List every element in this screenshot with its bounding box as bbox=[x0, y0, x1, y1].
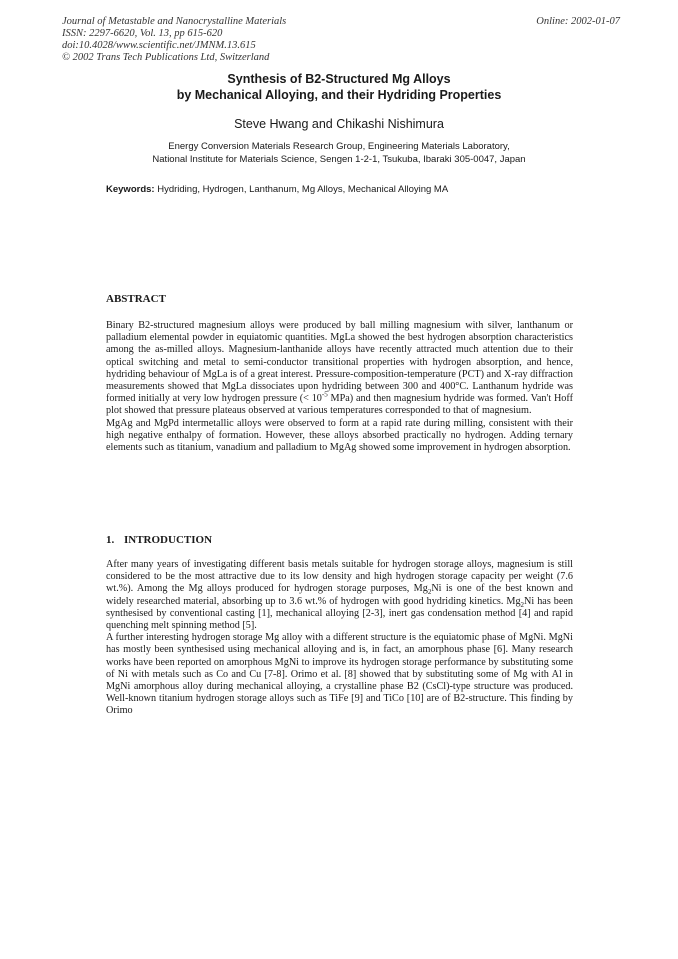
journal-copyright: © 2002 Trans Tech Publications Ltd, Switzerland bbox=[62, 52, 270, 63]
introduction-paragraph-2: A further interesting hydrogen storage Mg alloy with a different structure is the equiatomic phase of MgNi. MgNi has mostly been synthesised using mechanical alloying and is, in fact, an amorphous phase [6]. Many research works have been reported on amorphous MgNi to improve its hydrogen storage performance by substituting some of Ni with metals such as Co and Cu [7-8]. Orimo et al. [8] showed that by substituting some of Mg with Al in MgNi amorphous alloy during mechanical alloying, a crystalline phase B2 (CsCl)-type structure was produced. Well-known titanium hydrogen storage alloys such as TiFe [9] and TiCo [10] are of B2-structure. This finding by Orimo bbox=[106, 632, 573, 717]
keywords-label: Keywords: bbox=[106, 184, 155, 195]
paper-title bbox=[40, 71, 638, 103]
section-title: INTRODUCTION bbox=[124, 534, 213, 546]
abstract-paragraph-2: MgAg and MgPd intermetallic alloys were observed to form at a rapid rate during milling, consistent with their high negative enthalpy of formation. However, these alloys absorbed practically no hydrogen. Adding ternary elements such as titanium, vanadium and palladium to MgAg showed some improvement in hydrogen absorption. bbox=[106, 417, 573, 454]
affiliation-line2: National Institute for Materials Science, Sengen 1-2-1, Tsukuba, Ibaraki 305-0047, Japan bbox=[152, 154, 526, 165]
abstract-heading: ABSTRACT bbox=[106, 293, 166, 305]
section-number: 1. bbox=[106, 534, 115, 546]
introduction-paragraph-1: After many years of investigating different basis metals suitable for hydrogen storage alloys, magnesium is still considered to be the most attractive due to its low density and high hydrogen storage capacity per weight (7.6 wt.%). Among the Mg alloys produced for hydrogen storage purposes, $Mg_2Ni$ is one of the best known and widely researched material, absorbing up to 3.6 wt.% of hydrogen with good hydriding kinetics. $Mg_2Ni$ has been synthesised by conventional casting [1], mechanical alloying [2-3], inert gas condensation method [4] and rapid quenching melt spinning method [5]. bbox=[106, 559, 573, 632]
journal-name: Journal of Metastable and Nanocrystalline Materials bbox=[62, 16, 287, 27]
introduction-heading bbox=[106, 534, 212, 546]
introduction-body bbox=[106, 559, 573, 718]
journal-issn: ISSN: 2297-6620, Vol. 13, pp 615-620 bbox=[62, 28, 223, 39]
paper-affiliation bbox=[30, 140, 648, 166]
paper-title-line2: by Mechanical Alloying, and their Hydriding Properties bbox=[176, 88, 502, 102]
online-date: Online: 2002-01-07 bbox=[536, 16, 620, 27]
paper-authors: Steve Hwang and Chikashi Nishimura bbox=[234, 117, 444, 131]
affiliation-line1: Energy Conversion Materials Research Group, Engineering Materials Laboratory, bbox=[168, 141, 510, 152]
keywords-list: Hydriding, Hydrogen, Lanthanum, Mg Alloys, Mechanical Alloying MA bbox=[157, 184, 449, 195]
pressure-exponent: -5 bbox=[321, 390, 328, 399]
paper-title-line1: Synthesis of B2-Structured Mg Alloys bbox=[227, 72, 451, 86]
paper-keywords bbox=[106, 184, 626, 195]
abstract-body bbox=[106, 320, 573, 454]
journal-doi[interactable]: doi:10.4028/www.scientific.net/JMNM.13.615 bbox=[62, 40, 256, 51]
abstract-paragraph-1: Binary B2-structured magnesium alloys were produced by ball milling magnesium with silver, lanthanum or palladium elemental powder in equiatomic quantities. MgLa showed the best hydrogen absorption characteristics among the as-milled alloys. Magnesium-lanthanide alloys have recently attracted much attention due to their optical switching and metal to semi-conductor transitional properties with hydrogen absorption, and hence, hydriding behaviour of MgLa is of a great interest. Pressure-composition-temperature (PCT) and X-ray diffraction measurements showed that MgLa dissociates upon hydriding between 300 and 400°C. Lanthanum hydride was formed initially at very low hydrogen pressure (< $10^{-5}$ MPa) and then magnesium hydride was formed. Van't Hoff plot showed that pressure plateaus observed at various temperatures corresponded to that of magnesium. bbox=[106, 320, 573, 417]
